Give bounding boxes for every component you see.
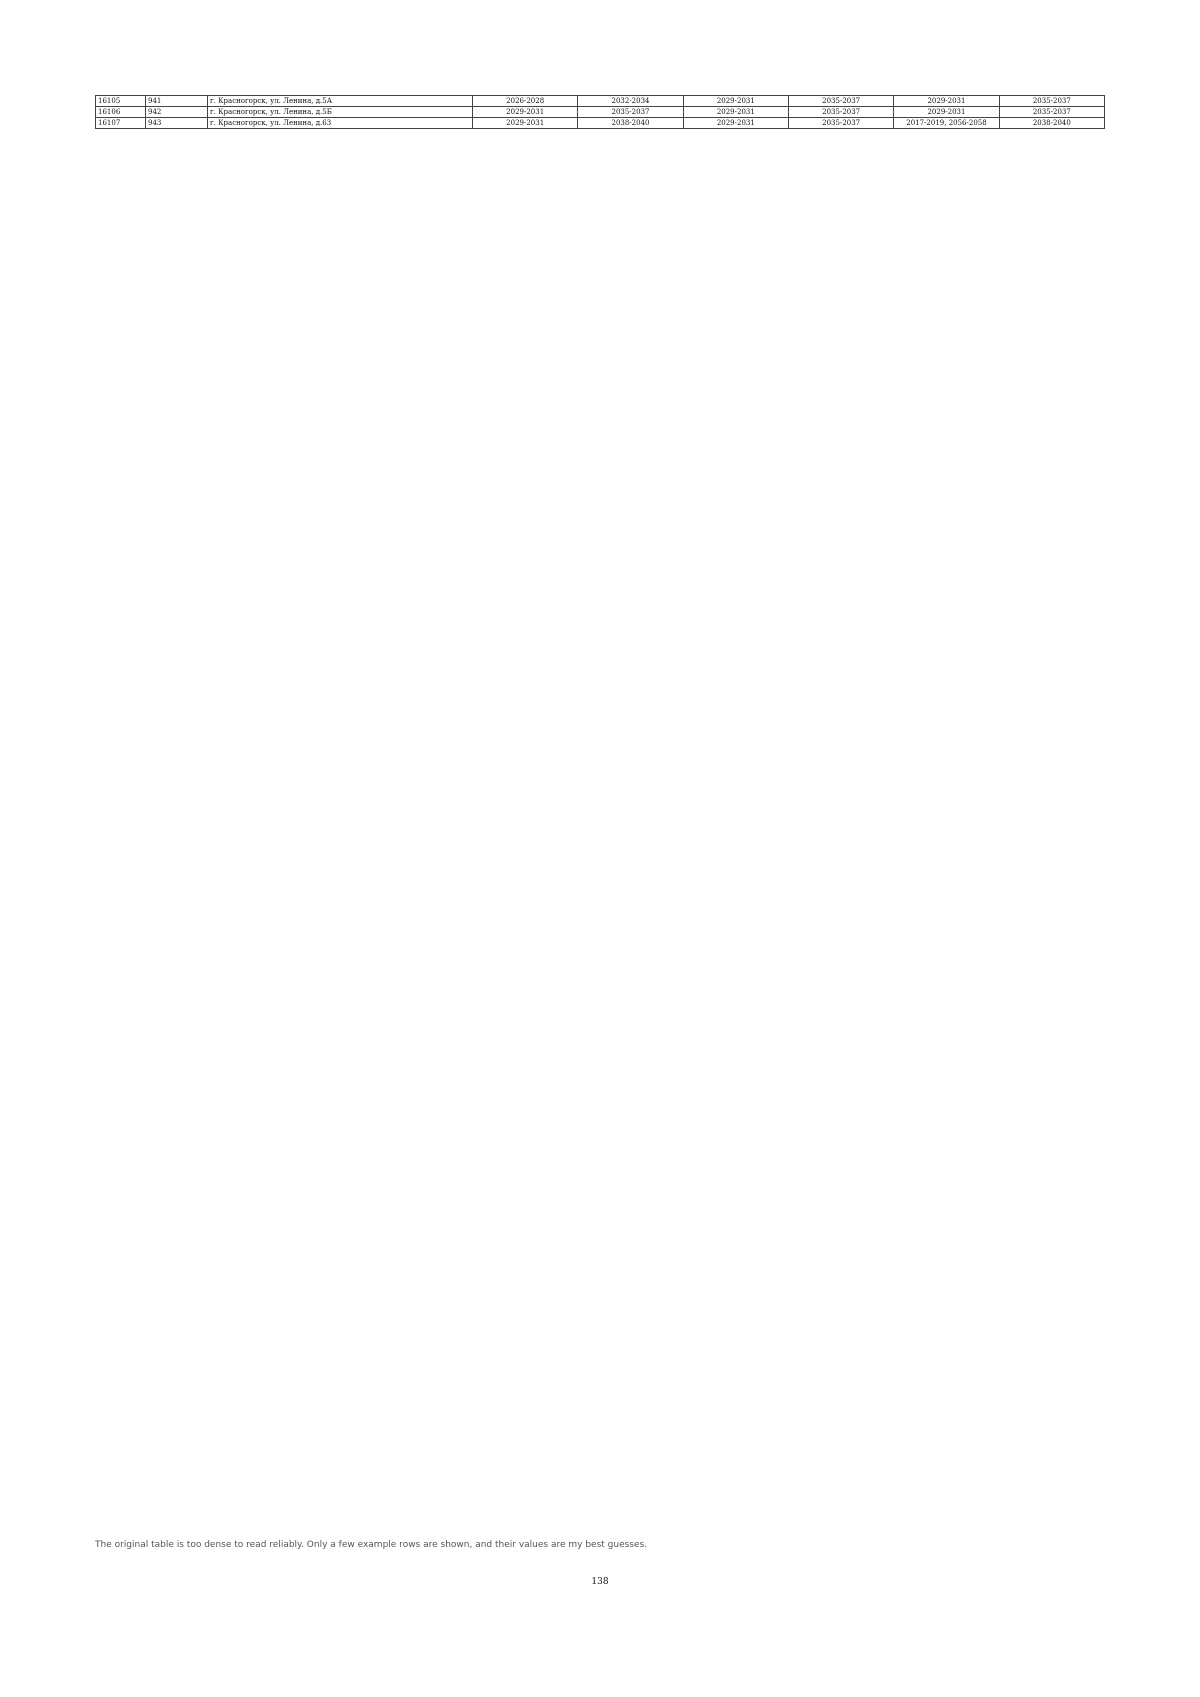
- address-cell: г. Красногорск, ул. Ленина, д.5Б: [208, 107, 473, 118]
- period-cell-6: 2035-2037: [999, 96, 1104, 107]
- table-row: [96, 96, 1105, 107]
- period-cell-3: 2029-2031: [683, 118, 788, 129]
- period-cell-6: 2035-2037: [999, 107, 1104, 118]
- schedule-table: [95, 95, 1105, 129]
- reconstruction-note: The original table is too dense to read reliably. Only a few example rows are shown, and their values are my best guesses.: [95, 1540, 648, 1550]
- period-cell-1: 2029-2031: [473, 107, 578, 118]
- period-cell-2: 2035-2037: [578, 107, 683, 118]
- period-cell-1: 2026-2028: [473, 96, 578, 107]
- table-body: [96, 96, 1105, 129]
- row-id-cell: 16105: [96, 96, 146, 107]
- period-cell-4: 2035-2037: [788, 96, 893, 107]
- table-row: [96, 118, 1105, 129]
- period-cell-5: 2029-2031: [894, 96, 999, 107]
- row-number-cell: 942: [146, 107, 208, 118]
- period-cell-4: 2035-2037: [788, 107, 893, 118]
- period-cell-2: 2032-2034: [578, 96, 683, 107]
- row-number-cell: 943: [146, 118, 208, 129]
- period-cell-6: 2038-2040: [999, 118, 1104, 129]
- row-id-cell: 16107: [96, 118, 146, 129]
- row-id-cell: 16106: [96, 107, 146, 118]
- address-cell: г. Красногорск, ул. Ленина, д.63: [208, 118, 473, 129]
- page-number: 138: [591, 1577, 609, 1587]
- document-sheet: [95, 95, 1105, 129]
- period-cell-1: 2029-2031: [473, 118, 578, 129]
- period-cell-3: 2029-2031: [683, 107, 788, 118]
- period-cell-4: 2035-2037: [788, 118, 893, 129]
- row-number-cell: 941: [146, 96, 208, 107]
- period-cell-2: 2038-2040: [578, 118, 683, 129]
- period-cell-3: 2029-2031: [683, 96, 788, 107]
- period-cell-5: 2017-2019, 2056-2058: [894, 118, 999, 129]
- period-cell-5: 2029-2031: [894, 107, 999, 118]
- address-cell: г. Красногорск, ул. Ленина, д.5А: [208, 96, 473, 107]
- table-row: [96, 107, 1105, 118]
